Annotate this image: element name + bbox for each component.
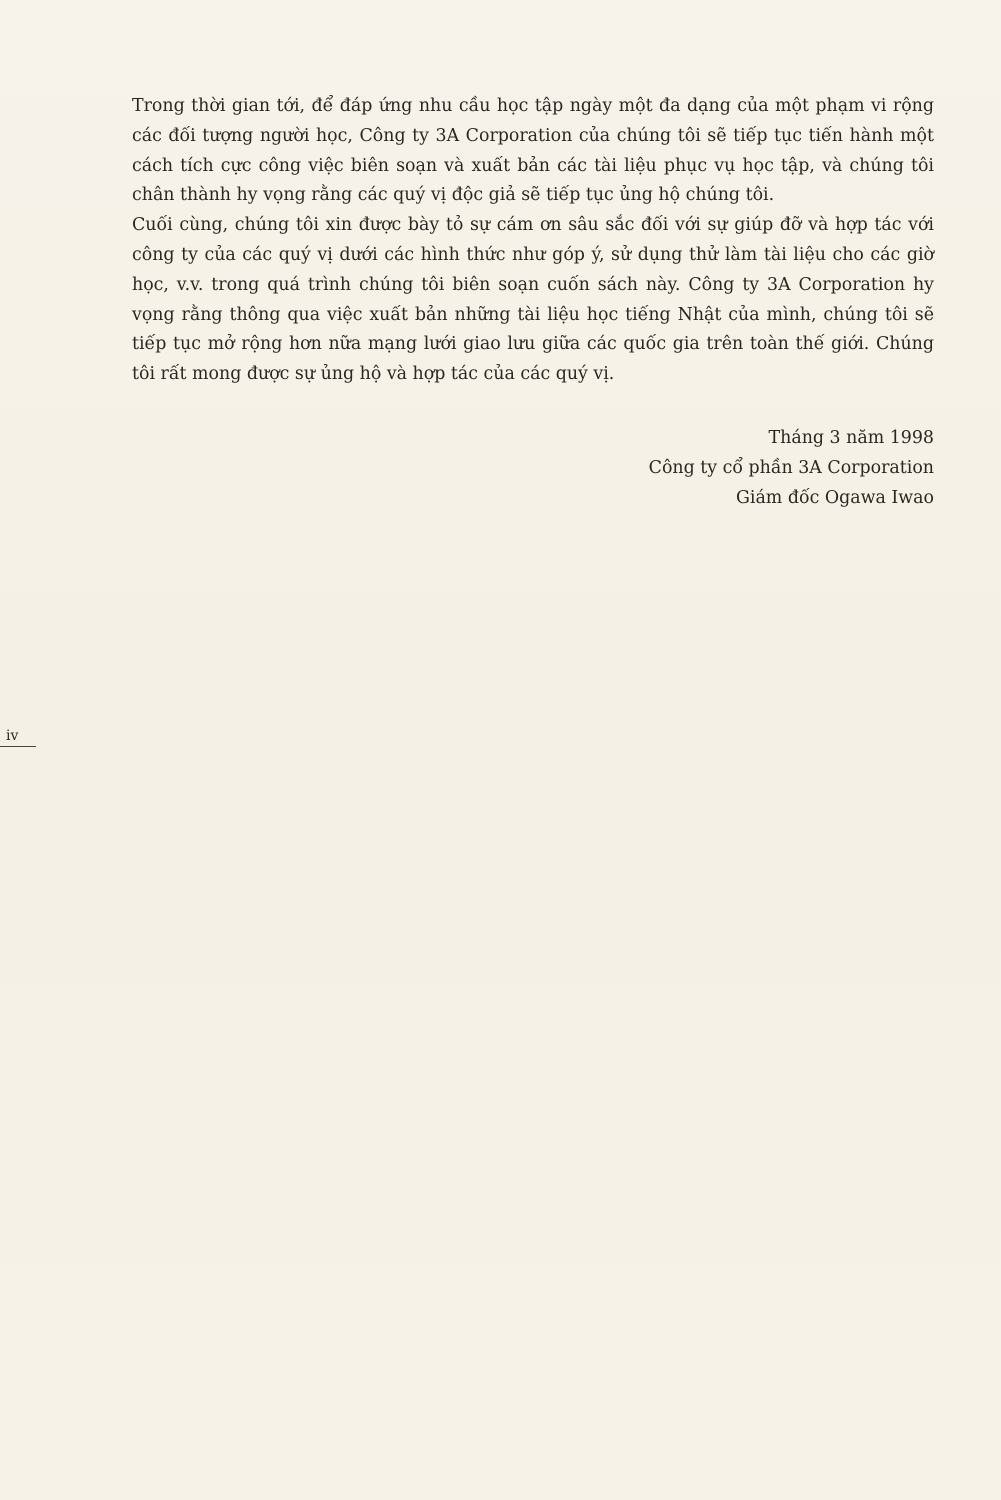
paragraph-future-plans: Trong thời gian tới, để đáp ứng nhu cầu học tập ngày một đa dạng của một phạm vi rộng các đối tượng người học, Công ty 3A Corporation của chúng tôi sẽ tiếp tục tiến hành một cách tích cực công việc biên soạn và xuất bản các tài liệu phục vụ học tập, và chúng tôi chân thành hy vọng rằng các quý vị độc giả sẽ tiếp tục ủng hộ chúng tôi.: [132, 96, 934, 206]
signature-director: Giám đốc Ogawa Iwao: [735, 487, 934, 508]
signature-block: [514, 424, 934, 513]
signature-date: Tháng 3 năm 1998: [768, 428, 934, 448]
body-text: [132, 92, 934, 390]
signature-company: Công ty cổ phần 3A Corporation: [648, 457, 934, 478]
paragraph-acknowledgements: Cuối cùng, chúng tôi xin được bày tỏ sự cám ơn sâu sắc đối với sự giúp đỡ và hợp tác với công ty của các quý vị dưới các hình thức như góp ý, sử dụng thử làm tài liệu cho các giờ học, v.v. trong quá trình chúng tôi biên soạn cuốn sách này. Công ty 3A Corporation hy vọng rằng thông qua việc xuất bản những tài liệu học tiếng Nhật của mình, chúng tôi sẽ tiếp tục mở rộng hơn nữa mạng lưới giao lưu giữa các quốc gia trên toàn thế giới. Chúng tôi rất mong được sự ủng hộ và hợp tác của các quý vị.: [132, 215, 934, 385]
page-number-rule: [0, 746, 36, 747]
page-number: iv: [6, 728, 19, 744]
